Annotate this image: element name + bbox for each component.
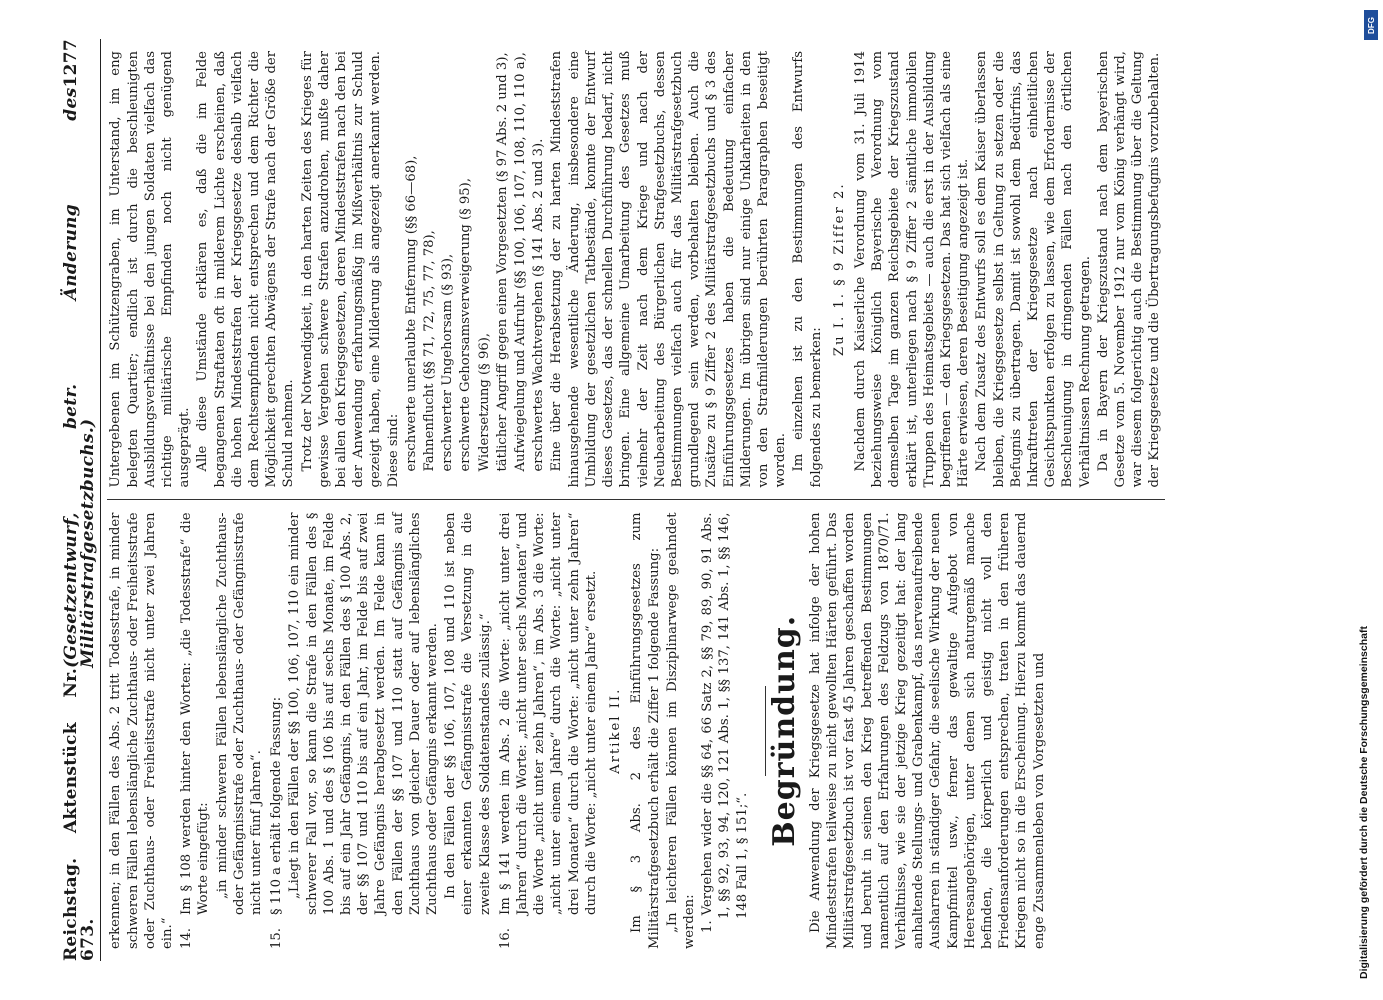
paragraph: Eine über die Herabsetzung der zu harten Mindeststrafen hinausgehende wesentliche Änderung, insbesondere eine Umbildung der gesetzlichen Tatbestände, konnte der Entwurf dieses Gesetzes, das der schnellen Durchführung bedarf, nicht bringen. Eine allgemeine Umarbeitung des Gesetzes muß vielmehr der Zeit nach dem Kriege und nach der Neubearbeitung des Bürgerlichen Strafgesetzbuchs, dessen Bestimmungen vielfach auch für das Militärstrafgesetzbuch grundlegend sein werden, vorbehalten bleiben. Auch die Zusätze zu § 9 Ziffer 2 des Militärstrafgesetzbuchs und § 3 des Einführungsgesetzes haben die Bedeutung einfacher Milderungen. Im übrigen sind nur einige Unklarheiten in den von den Strafmilderungen berührten Paragraphen beseitigt worden.: [549, 51, 789, 488]
item-quote: „in minder schweren Fällen lebenslängliche Zuchthaus- oder Gefängnisstrafe oder Zuchthaus- oder Gefängnisstrafe nicht unter fünf Jahren“.: [214, 512, 265, 915]
item-number: 16.: [497, 928, 513, 949]
paragraph: „In leichteren Fällen können im Disziplinarwege geahndet werden:: [664, 512, 697, 949]
list-item: tätlicher Angriff gegen einen Vorgesetzten (§ 97 Abs. 2 und 3),: [494, 52, 510, 472]
item-quote: In den Fällen der §§ 106, 107, 108 und 110 ist neben einer erkannten Gefängnisstrafe die Versetzung in die zweite Klasse des Soldatenstandes zulässig.“: [443, 512, 493, 915]
paragraph: Nach dem Zusatz des Entwurfs soll es dem Kaiser überlassen bleiben, die Kriegsgesetze selbst in Geltung zu setzen oder die Befugnis zu übertragen. Damit ist sowohl dem Bedürfnis, das Inkrafttreten der Kriegsgesetze nach einheitlichen Gesichtspunkten erfolgen zu lassen, wie dem Erfordernisse der Beschleunigung in dringenden Fällen nach den örtlichen Verhältnissen Rechnung getragen.: [974, 51, 1093, 488]
item-number: 14.: [179, 928, 195, 949]
paragraph: Nachdem durch Kaiserliche Verordnung vom 31. Juli 1914 beziehungsweise Königlich Bayerische Verordnung vom demselben Tage im ganzen Reichsgebiete der Kriegszustand erklärt ist, unterliegen nach § 9 Ziffer 2 sämtliche immobilen Truppen des Heimatsgebiets — auch die erst in der Ausbildung begriffenen — den Kriegsgesetzen. Das hat sich vielfach als eine Härte erwiesen, deren Beseitigung angezeigt ist.: [852, 51, 972, 488]
list-item: erschwerte Gehorsamsverweigerung (§ 95),: [458, 177, 474, 472]
item-number: 15.: [269, 928, 285, 949]
header-title: (Gesetzentwurf, betr. Änderung des Militärstrafgesetzbuchs.): [61, 87, 99, 668]
item-text: § 110 a erhält folgende Fassung:: [269, 696, 285, 915]
divider: [765, 686, 766, 776]
paragraph: Im § 3 Abs. 2 des Einführungsgesetzes zum Militärstrafgesetzbuch erhält die Ziffer 1 folgende Fassung:: [629, 512, 662, 949]
list-item: erschwerte unerlaubte Entfernung (§§ 66—68),: [403, 155, 419, 472]
page-number: 1277: [61, 39, 81, 88]
list-item: erschwertes Wachtvergehen (§ 141 Abs. 2 und 3).: [531, 138, 547, 472]
item-quote: „Liegt in den Fällen der §§ 100, 106, 107, 110 ein minder schwerer Fall vor, so kann die Strafe in den Fällen des § 100 Abs. 1 und des § 106 bis auf sechs Monate, im Felde bis auf ein Jahr Gefängnis, in den Fällen des § 100 Abs. 2, der §§ 107 und 110 bis auf ein Jahr, im Felde bis auf zwei Jahre Gefängnis herabgesetzt werden. Im Felde kann in den Fällen der §§ 107 und 110 statt auf Gefängnis auf Zuchthaus von gleicher Dauer oder auf lebenslängliches Zuchthaus oder Gefängnis erkannt werden.: [287, 512, 441, 915]
list-item: Widersetzung (§ 96),: [476, 332, 492, 472]
list-item-15: [268, 513, 495, 950]
header-left: Reichstag. Aktenstück Nr. 673.: [61, 667, 99, 961]
document-page: [57, 25, 1347, 975]
paragraph: Trotz der Notwendigkeit, in den harten Zeiten des Krieges für gewisse Vergehen schwere Strafen anzudrohen, mußte daher bei allen den Kriegsgesetzen, deren Mindeststrafen nach den bei der Anwendung erfahrungsmäßig im Mißverhältnis zur Schuld gezeigt haben, eine Milderung als angezeigt anerkannt werden. Diese sind:: [299, 50, 401, 488]
credit-text: Digitalisierung gefördert durch die Deutsche Forschungsgemeinschaft: [1358, 626, 1370, 979]
paragraph: Untergebenen im Schützengraben, im Unterstand, im eng belegten Quartier; endlich ist durch die beschleunigten Ausbildungsverhältnisse bei den jungen Soldaten vielfach das richtige militärische Empfinden noch nicht genügend ausgeprägt.: [108, 51, 193, 488]
page-header: [63, 39, 101, 961]
item-text: Im § 108 werden hinter den Worten: „die Todesstrafe“ die Worte eingefügt:: [179, 512, 212, 915]
paragraph: Die Anwendung der Kriegsgesetze hat infolge der hohen Mindeststrafen teilweise zu nicht gewollten Härten geführt. Das Militärstrafgesetzbuch ist vor fast 45 Jahren geschaffen worden und beruht in seinen den Krieg betreffenden Bestimmungen namentlich auf den Erfahrungen des Feldzugs von 1870/71. Verhältnisse, wie sie der jetzige Krieg gezeitigt hat: der lang anhaltende Stellungs- und Grabenkampf, das nervenaufreibende Ausharren in ständiger Gefahr, die seelische Wirkung der neuen Kampfmittel usw., ferner das gewaltige Aufgebot von Heeresangehörigen, unter denen sich naturgemäß manche befinden, die körperlich und geistig nicht voll den Friedensanforderungen entsprechen, traten in den früheren Kriegen nicht so in die Erscheinung. Hierzu kommt das dauernd enge Zusammenleben von Vorgesetzten und: [807, 512, 1047, 949]
paragraph: Da in Bayern der Kriegszustand nach dem bayerischen Gesetze vom 5. November 1912 nur vom König verhängt wird, war diesem folgerichtig auch die Bestimmung über die Geltung der Kriegsgesetze und die Übertragungsbefugnis vorzubehalten.: [1095, 51, 1163, 488]
offense-list: [403, 51, 548, 488]
digitization-credit: [1352, 8, 1376, 992]
list-item-16: [497, 513, 601, 950]
paragraph: Im einzelnen ist zu den Bestimmungen des Entwurfs folgendes zu bemerken:: [791, 51, 824, 488]
list-item-14: [178, 513, 266, 950]
list-item: erschwerter Ungehorsam (§ 93),: [440, 253, 456, 472]
list-item: Fahnenflucht (§§ 71, 72, 75, 77, 78),: [422, 230, 438, 472]
logo-text: DFG: [1366, 16, 1376, 34]
item-text: Im § 141 werden im Abs. 2 die Worte: „nicht unter drei Jahren“ durch die Worte: „nicht unter sechs Monaten“ und die Worte „nicht unter zehn Jahren“, im Abs. 3 die Worte: „nicht unter einem Jahre“ durch die Worte: „nicht unter drei Monaten“ durch die Worte: „nicht unter zehn Jahren“ durch die Worte: „nicht unter einem Jahre“ ersetzt.: [497, 512, 599, 915]
right-column: [107, 39, 1164, 501]
paragraph: Alle diese Umstände erklären es, daß die im Felde begangenen Straftaten oft in milderem Lichte erscheinen, daß die hohen Mindeststrafen der Kriegsgesetze deshalb vielfach dem Rechtsempfinden nicht entsprechen und dem Richter die Möglichkeit gerechten Abwägens der Strafe nach der Größe der Schuld nehmen.: [195, 51, 297, 488]
list-item: Aufwiegelung und Aufruhr (§§ 100, 106, 107, 108, 110, 110 a),: [513, 52, 529, 472]
paragraph: erkennen; in den Fällen des Abs. 2 tritt Todesstrafe, in minder schweren Fällen lebenslängliche Zuchthaus- oder Freiheitsstrafe oder Zuchthaus- oder Freiheitsstrafe nicht unter zwei Jahren ein.“: [108, 512, 176, 949]
left-column: [107, 501, 1164, 962]
text-columns: [107, 39, 1164, 961]
section-heading: Begründung.: [766, 614, 802, 847]
list-item: 1. Vergehen wider die §§ 64, 66 Satz 2, §§ 79, 89, 90, 91 Abs. 1, §§ 92, 93, 94, 120, 121 Abs. 1, §§ 137, 141 Abs. 1, §§ 146, 148 Fall 1, § 151;“.: [700, 512, 750, 933]
article-heading: Artikel II.: [608, 687, 624, 774]
subsection-heading: Zu I. 1. § 9 Ziffer 2.: [831, 182, 847, 357]
